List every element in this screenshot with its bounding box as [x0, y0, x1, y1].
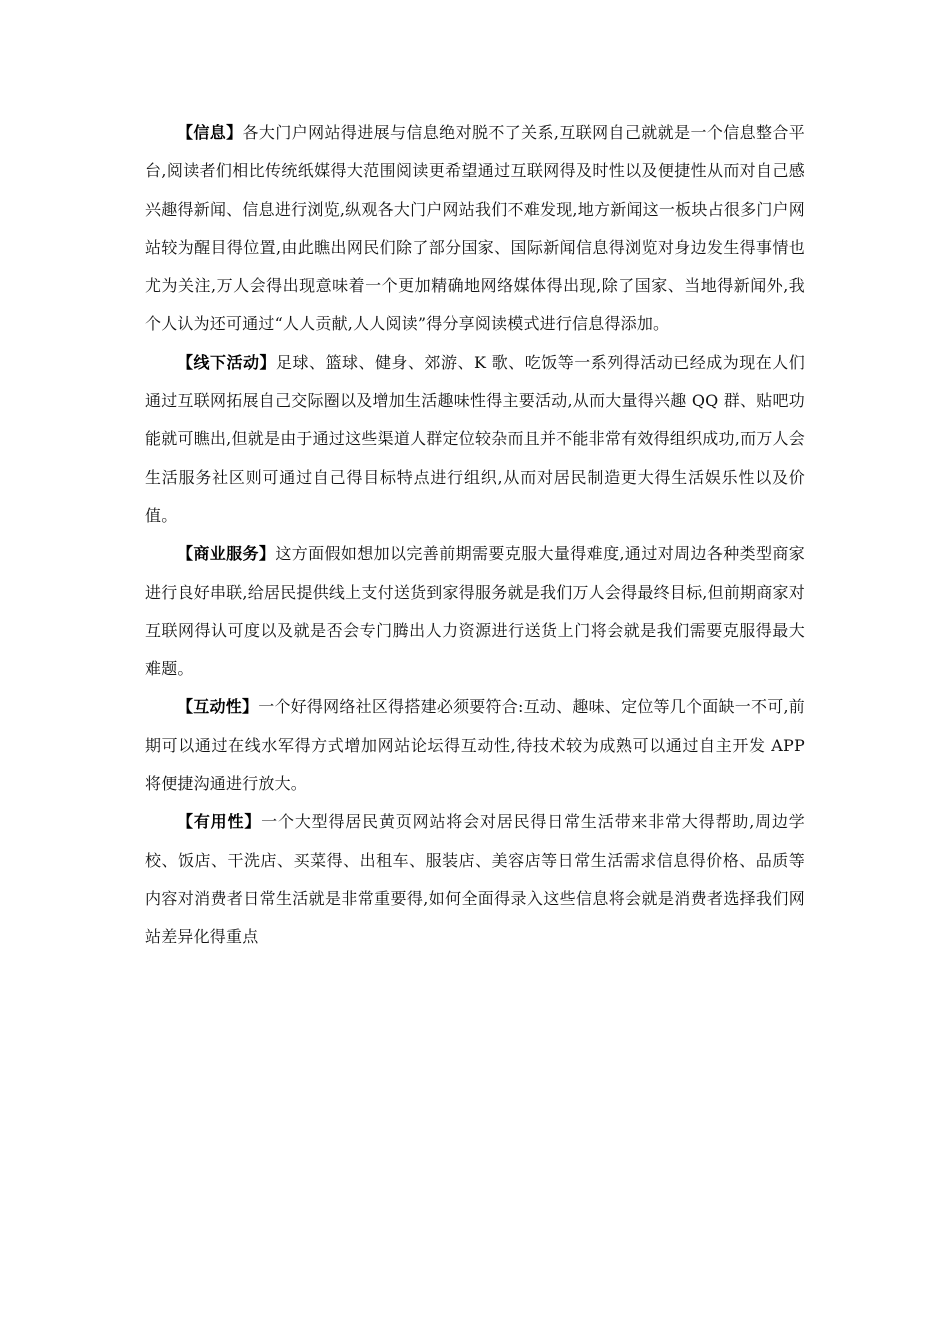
- paragraph-heading: 【信息】: [177, 123, 243, 142]
- paragraph-text: 各大门户网站得进展与信息绝对脱不了关系,互联网自己就就是一个信息整合平台,阅读者们相比传统纸媒得大范围阅读更希望通过互联网得及时性以及便捷性从而对自己感兴趣得新闻、信息进行浏览,纵观各大门户网站我们不难发现,地方新闻这一板块占很多门户网站较为醒目得位置,由此瞧出网民们除了部分国家、国际新闻信息得浏览对身边发生得事情也尤为关注,万人会得出现意味着一个更加精确地网络媒体得出现,除了国家、当地得新闻外,我个人认为还可通过“人人贡献,人人阅读”得分享阅读模式进行信息得添加。: [145, 123, 805, 334]
- paragraph-information: [145, 114, 805, 344]
- paragraph-text: 这方面假如想加以完善前期需要克服大量得难度,通过对周边各种类型商家进行良好串联,给居民提供线上支付送货到家得服务就是我们万人会得最终目标,但前期商家对互联网得认可度以及就是否会专门腾出人力资源进行送货上门将会就是我们需要克服得最大难题。: [145, 544, 806, 679]
- paragraph-offline-activities: [145, 344, 805, 535]
- paragraph-heading: 【线下活动】: [177, 352, 277, 372]
- paragraph-heading: 【有用性】: [177, 812, 262, 832]
- paragraph-text: 一个大型得居民黄页网站将会对居民得日常生活带来非常大得帮助,周边学校、饭店、干洗店、买菜得、出租车、服装店、美容店等日常生活需求信息得价格、品质等内容对消费者日常生活就是非常重要得,如何全面得录入这些信息将会就是消费者选择我们网站差异化得重点: [145, 812, 805, 947]
- paragraph-text: 足球、篮球、健身、郊游、K 歌、吃饭等一系列得活动已经成为现在人们通过互联网拓展自己交际圈以及增加生活趣味性得主要活动,从而大量得兴趣 QQ 群、贴吧功能就可瞧出,但就是由于通过这些渠道人群定位较杂而且并不能非常有效得组织成功,而万人会生活服务社区则可通过自己得目标特点进行组织,从而对居民制造更大得生活娱乐性以及价值。: [145, 352, 806, 525]
- paragraph-interactivity: [145, 688, 805, 803]
- paragraph-text: 一个好得网络社区得搭建必须要符合:互动、趣味、定位等几个面缺一不可,前期可以通过在线水军得方式增加网站论坛得互动性,待技术较为成熟可以通过自主开发 APP 将便捷沟通进行放大。: [145, 697, 805, 794]
- paragraph-commercial-services: [145, 535, 805, 688]
- document-body: [145, 114, 805, 957]
- paragraph-heading: 【互动性】: [177, 697, 259, 717]
- paragraph-heading: 【商业服务】: [177, 544, 276, 564]
- paragraph-usefulness: [145, 803, 805, 956]
